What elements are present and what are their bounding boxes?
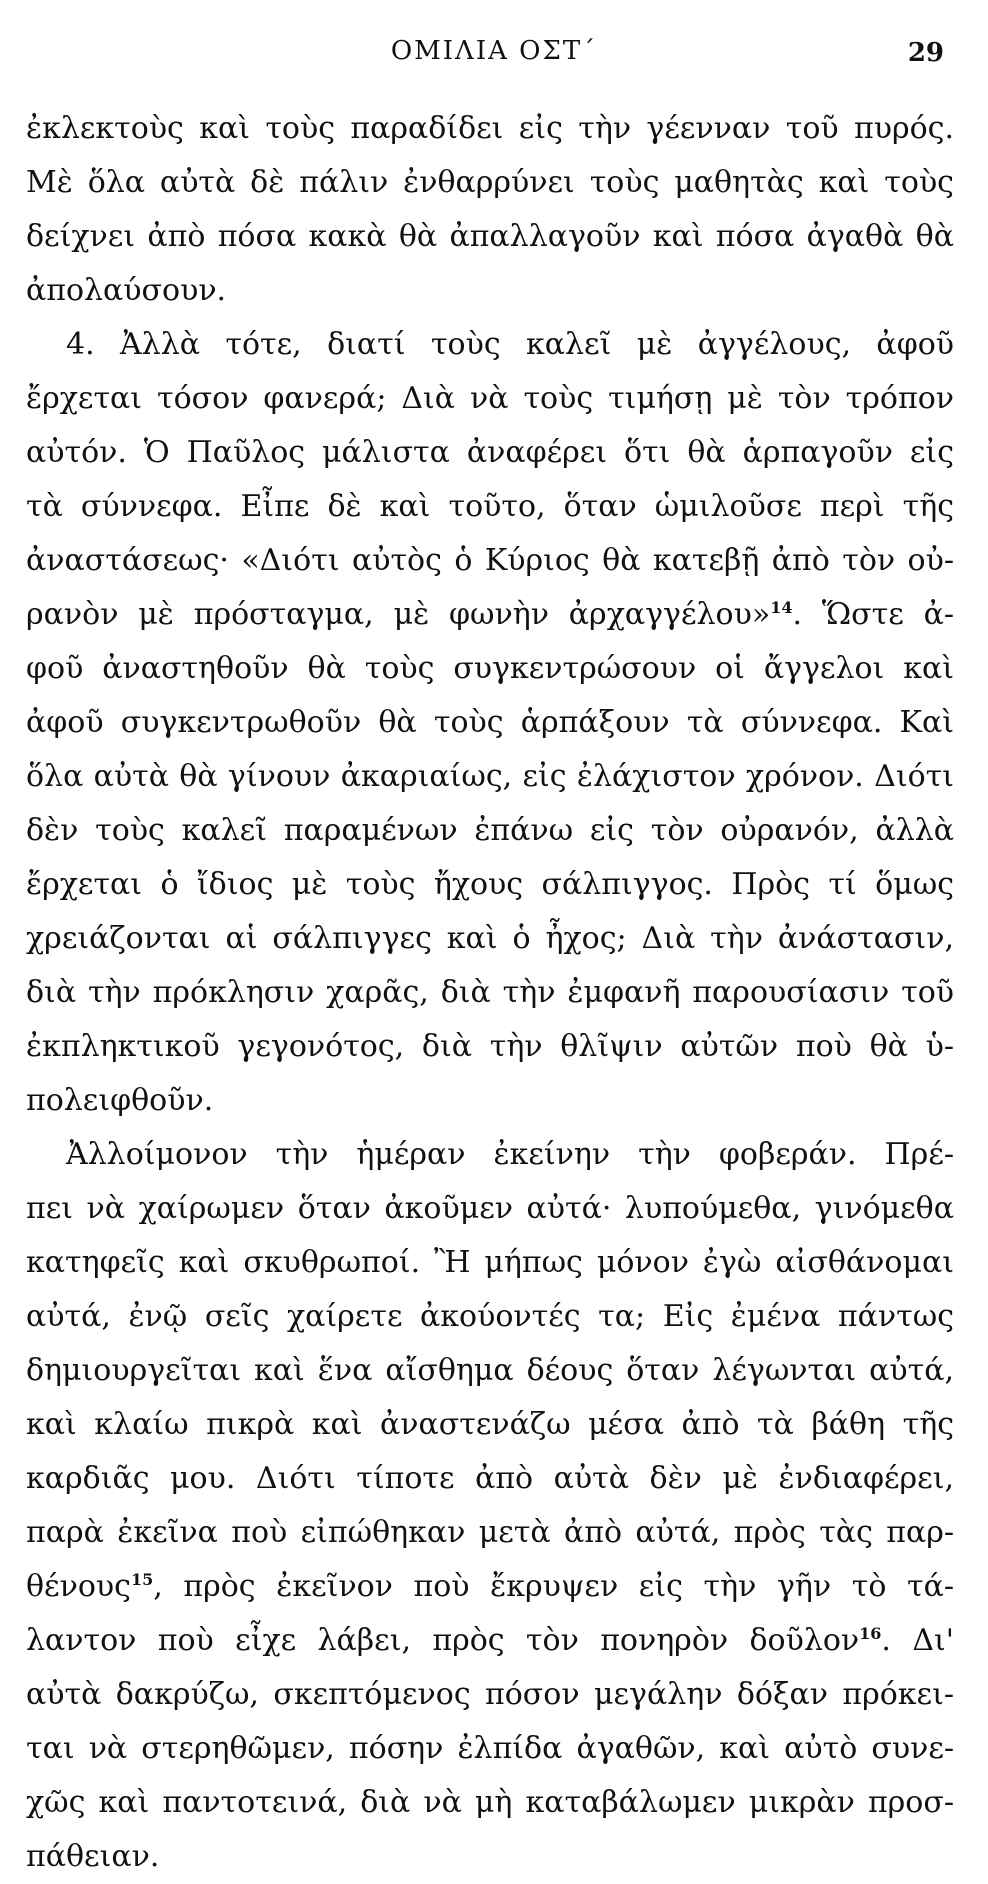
text-line: καρδιᾶς μου. Διότι τίποτε ἀπὸ αὐτὰ δὲν μὲ ἐνδιαφέρει, — [26, 1461, 954, 1496]
text-line: φοῦ ἀναστηθοῦν θὰ τοὺς συγκεντρώσουν οἱ ἄγγελοι καὶ — [26, 651, 954, 686]
line-text: . Δι' — [881, 1623, 954, 1658]
text-line: χῶς καὶ παντοτεινά, διὰ νὰ μὴ καταβάλωμεν μικρὰν προσ- — [26, 1785, 954, 1820]
text-line: ὅλα αὐτὰ θὰ γίνουν ἀκαριαίως, εἰς ἐλάχιστον χρόνον. Διότι — [26, 759, 954, 794]
text-line — [26, 1560, 954, 1614]
body-text — [26, 102, 954, 1884]
text-line: Ἀλλοίμονον τὴν ἡμέραν ἐκείνην τὴν φοβεράν. Πρέ- — [66, 1137, 954, 1172]
text-line: ἀναστάσεως· «Διότι αὐτὸς ὁ Κύριος θὰ κατεβῇ ἀπὸ τὸν οὐ- — [26, 543, 954, 578]
text-line: δείχνει ἀπὸ πόσα κακὰ θὰ ἀπαλλαγοῦν καὶ πόσα ἀγαθὰ θὰ — [26, 219, 954, 254]
text-line: πει νὰ χαίρωμεν ὅταν ἀκοῦμεν αὐτά· λυπούμεθα, γινόμεθα — [26, 1191, 954, 1226]
text-line: αὐτά, ἐνῷ σεῖς χαίρετε ἀκούοντές τα; Εἰς ἐμένα πάντως — [26, 1299, 954, 1334]
text-line: αὐτόν. Ὁ Παῦλος μάλιστα ἀναφέρει ὅτι θὰ ἁρπαγοῦν εἰς — [26, 435, 954, 470]
footnote-ref: 16 — [859, 1624, 882, 1643]
page-number: 29 — [907, 38, 944, 68]
text-line: χρειάζονται αἱ σάλπιγγες καὶ ὁ ἦχος; Διὰ τὴν ἀνάστασιν, — [26, 921, 954, 956]
footnote-ref: 14 — [770, 598, 793, 617]
text-line: πάθειαν. — [26, 1839, 160, 1874]
chapter-title: ΟΜΙΛΙΑ ΟΣΤ΄ — [390, 36, 598, 66]
text-line: αὐτὰ δακρύζω, σκεπτόμενος πόσον μεγάλην δόξαν πρόκει- — [26, 1677, 954, 1712]
text-line: δημιουργεῖται καὶ ἕνα αἴσθημα δέους ὅταν λέγωνται αὐτά, — [26, 1353, 954, 1388]
text-line — [26, 1614, 954, 1668]
running-header — [0, 36, 988, 76]
text-line: δὲν τοὺς καλεῖ παραμένων ἐπάνω εἰς τὸν οὐρανόν, ἀλλὰ — [26, 813, 954, 848]
text-line: ἐκλεκτοὺς καὶ τοὺς παραδίδει εἰς τὴν γέενναν τοῦ πυρός. — [26, 111, 954, 146]
text-line: πολειφθοῦν. — [26, 1083, 214, 1118]
text-line: ἐκπληκτικοῦ γεγονότος, διὰ τὴν θλῖψιν αὐτῶν ποὺ θὰ ὑ- — [26, 1029, 954, 1064]
line-text: λαντον ποὺ εἶχε λάβει, πρὸς τὸν πονηρὸν δοῦλον — [26, 1623, 860, 1658]
text-line: ἔρχεται ὁ ἴδιος μὲ τοὺς ἤχους σάλπιγγος. Πρὸς τί ὅμως — [26, 867, 954, 902]
text-line: ται νὰ στερηθῶμεν, πόσην ἐλπίδα ἀγαθῶν, καὶ αὐτὸ συνε- — [26, 1731, 954, 1766]
line-text: ρανὸν μὲ πρόσταγμα, μὲ φωνὴν ἀρχαγγέλου» — [26, 597, 771, 632]
text-line: καὶ κλαίω πικρὰ καὶ ἀναστενάζω μέσα ἀπὸ τὰ βάθη τῆς — [26, 1407, 954, 1442]
text-line: ἔρχεται τόσον φανερά; Διὰ νὰ τοὺς τιμήσῃ μὲ τὸν τρόπον — [26, 381, 954, 416]
text-line: παρὰ ἐκεῖνα ποὺ εἰπώθηκαν μετὰ ἀπὸ αὐτά, πρὸς τὰς παρ- — [26, 1515, 954, 1550]
footnote-ref: 15 — [130, 1570, 154, 1589]
text-line: κατηφεῖς καὶ σκυθρωποί. Ἢ μήπως μόνον ἐγὼ αἰσθάνομαι — [26, 1245, 954, 1280]
line-text: , πρὸς ἐκεῖνον ποὺ ἔκρυψεν εἰς τὴν γῆν τὸ τά- — [153, 1569, 954, 1604]
line-text: . Ὥστε ἀ- — [792, 597, 954, 632]
text-line: 4. Ἀλλὰ τότε, διατί τοὺς καλεῖ μὲ ἀγγέλους, ἀφοῦ — [66, 327, 954, 362]
text-line: τὰ σύννεφα. Εἶπε δὲ καὶ τοῦτο, ὅταν ὡμιλοῦσε περὶ τῆς — [26, 489, 954, 524]
text-line — [26, 588, 954, 642]
text-line: ἀφοῦ συγκεντρωθοῦν θὰ τοὺς ἁρπάξουν τὰ σύννεφα. Καὶ — [26, 705, 954, 740]
line-text: θένους — [26, 1569, 131, 1604]
text-line: διὰ τὴν πρόκλησιν χαρᾶς, διὰ τὴν ἐμφανῆ παρουσίασιν τοῦ — [26, 975, 954, 1010]
text-line: Μὲ ὅλα αὐτὰ δὲ πάλιν ἐνθαρρύνει τοὺς μαθητὰς καὶ τοὺς — [26, 165, 954, 200]
text-line: ἀπολαύσουν. — [26, 273, 227, 308]
